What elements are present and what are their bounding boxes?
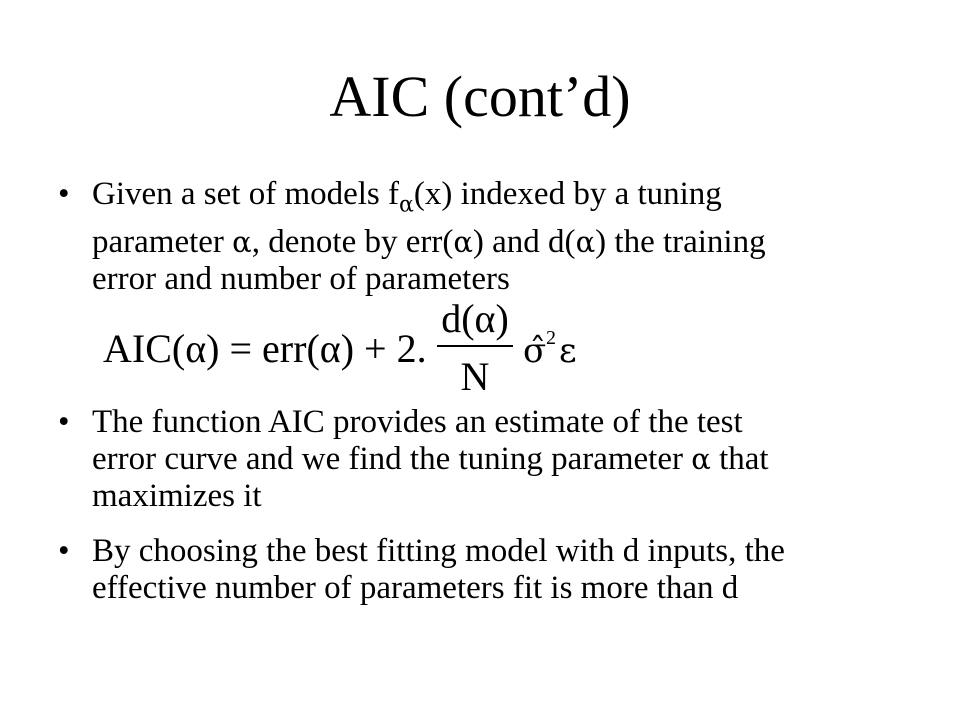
bullet-2-line-1: The function AIC provides an estimate of the test xyxy=(92,404,743,440)
formula-denominator: N xyxy=(460,354,490,396)
bullet-1-line-2c: ) and d( xyxy=(472,223,576,260)
alpha-subscript: α xyxy=(399,192,414,218)
bullet-3-line-2: effective number of parameters fit is more than d xyxy=(92,570,739,606)
bullet-marker: • xyxy=(58,533,70,569)
bullet-item-2 xyxy=(58,404,928,515)
bullet-3-line-1: By choosing the best fitting model with d inputs, the xyxy=(92,533,785,569)
bullet-marker: • xyxy=(58,176,70,212)
bullet-2-line-3: maximizes it xyxy=(92,478,262,514)
epsilon-symbol: ε xyxy=(559,331,577,371)
bullet-text-3 xyxy=(92,533,928,607)
bullet-2-line-2b: that xyxy=(710,441,769,477)
bullet-item-3 xyxy=(58,533,928,607)
bullet-text-2 xyxy=(92,404,928,515)
bullet-1-line-3: error and number of parameters xyxy=(92,260,510,297)
bullet-marker: • xyxy=(58,404,70,440)
bullet-item-1 xyxy=(58,176,928,298)
bullet-1-line-1b: (x) indexed by a tuning xyxy=(413,176,722,212)
alpha-symbol: α xyxy=(691,442,711,476)
sigma-exponent: 2 xyxy=(546,327,556,349)
bullet-2-line-2a: error curve and we find the tuning parameter xyxy=(92,441,692,477)
formula-numerator: d(α) xyxy=(441,296,509,341)
slide-title: AIC (cont’d) xyxy=(329,64,631,129)
alpha-symbol: α xyxy=(232,224,252,259)
bullet-1-line-2a: parameter xyxy=(92,223,233,260)
bullet-1-line-2d: ) the training xyxy=(595,223,766,260)
bullet-1-line-1a: Given a set of models f xyxy=(92,176,400,212)
alpha-symbol: α xyxy=(453,224,473,259)
bullet-1-line-2b: , denote by err( xyxy=(251,223,454,260)
alpha-symbol: α xyxy=(575,224,596,259)
sigma-hat: σ̂ xyxy=(523,331,547,371)
bullet-text-1 xyxy=(92,176,928,298)
aic-formula xyxy=(103,296,623,396)
formula-lhs: AIC(α) = err(α) + 2. xyxy=(103,326,427,371)
